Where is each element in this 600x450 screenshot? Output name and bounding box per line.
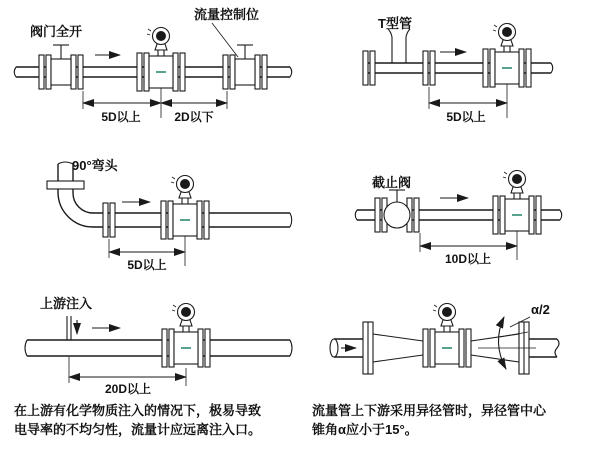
- gate-valve: [39, 45, 83, 89]
- globe-valve: [375, 190, 419, 232]
- large-pipe-left: [330, 339, 363, 357]
- diagram-stop-valve: [355, 171, 562, 267]
- elbow-flange: [47, 181, 84, 189]
- flowmeter: [161, 176, 209, 240]
- injection-label: 上游注入: [40, 296, 93, 311]
- pipe: [366, 63, 553, 73]
- flowmeter: [493, 171, 541, 235]
- pipe: [25, 340, 292, 356]
- pipe-flange: [103, 203, 115, 237]
- diagram-90-elbow: [47, 158, 292, 272]
- diagram-upstream-injection: [25, 296, 292, 396]
- reducer-note-line2: 锥角α应小于15°。: [312, 422, 418, 437]
- injection-pipe: [67, 316, 77, 340]
- flowmeter: [162, 304, 210, 368]
- dim-10d-label: 10D以上: [444, 252, 492, 266]
- injection-note-line1: 在上游有化学物质注入的情况下，极易导致: [14, 403, 262, 418]
- elbow-bend: [58, 193, 93, 227]
- large-flange-left: [363, 322, 373, 374]
- dim-5d-label: 5D以上: [127, 258, 167, 272]
- elbow-label: 90°弯头: [72, 158, 118, 173]
- callout-leader-line: [212, 23, 238, 57]
- reducer-note-line1: 流量管上下游采用异径管时，异径管中心: [312, 403, 547, 418]
- dim-20d-label: 20D以上: [104, 382, 152, 396]
- valve-open-label: 阀门全开: [30, 24, 83, 39]
- flowmeter: [483, 24, 531, 88]
- half-angle-label: α/2: [531, 302, 550, 317]
- dim-2d-label: 2D以下: [174, 110, 214, 124]
- reducer-note: [312, 401, 546, 439]
- dim-5d-label: 5D以上: [446, 110, 486, 124]
- diagram-t-pipe: [363, 16, 553, 124]
- flow-control-valve: [223, 45, 267, 89]
- reducer-cone-inlet: [373, 334, 423, 362]
- t-branch: [388, 29, 410, 63]
- flow-control-label: 流量控制位: [194, 7, 260, 22]
- angle-arc: [498, 317, 506, 369]
- injection-note: [14, 401, 261, 439]
- flowmeter: [137, 28, 185, 92]
- flowmeter: [423, 304, 471, 368]
- diagram-reducer: [330, 302, 559, 374]
- injection-note-line2: 电导率的不均匀性，流量计应远离注入口。: [14, 422, 262, 437]
- end-flange: [363, 51, 375, 85]
- t-pipe-label: T型管: [378, 16, 412, 31]
- diagram-valve-full-open: [14, 7, 292, 124]
- dim-5d-label: 5D以上: [101, 110, 141, 124]
- pipe-flange: [423, 51, 435, 85]
- stop-valve-label: 截止阀: [372, 175, 412, 190]
